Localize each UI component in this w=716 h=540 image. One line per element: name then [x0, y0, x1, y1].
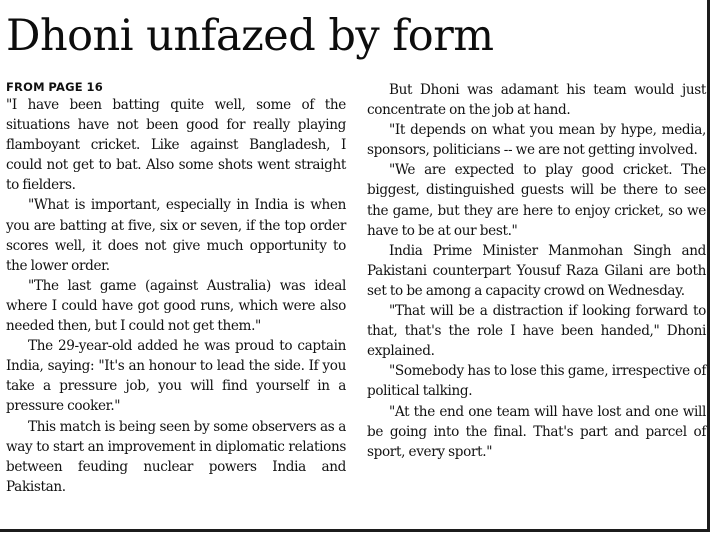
article-paragraph: The 29-year-old added he was proud to captain India, saying: "It's an honour to lead the side. If you take a pressure job, you will find yourself in a pressure cooker." — [6, 338, 346, 415]
article-paragraph: "The last game (against Australia) was ideal where I could have got good runs, which were also needed then, but I could not get them." — [6, 277, 346, 335]
article-paragraph: "What is important, especially in India is when you are batting at five, six or seven, if the top order scores well, it does not give much opportunity to the lower order. — [6, 197, 346, 274]
article-paragraph: "We are expected to play good cricket. The biggest, distinguished guests will be there to see the game, but they are here to enjoy cricket, so we have to be at our best." — [367, 162, 706, 239]
continuation-kicker: FROM PAGE 16 — [6, 80, 103, 94]
article-paragraph: "That will be a distraction if looking forward to that, that's the role I have been handed," Dhoni explained. — [367, 303, 706, 360]
article-paragraph: "It depends on what you mean by hype, media, sponsors, politicians -- we are not getting involved. — [367, 122, 706, 159]
headline: Dhoni unfazed by form — [6, 11, 494, 61]
article-paragraph: But Dhoni was adamant his team would just concentrate on the job at hand. — [367, 82, 706, 119]
article-column-right — [367, 80, 706, 462]
article-column-left — [6, 80, 346, 497]
article-paragraph: This match is being seen by some observers as a way to start an improvement in diplomatic relations between feuding nuclear powers India and Pakistan. — [6, 418, 346, 495]
article-paragraph: "At the end one team will have lost and one will be going into the final. That's part and parcel of sport, every sport." — [367, 403, 706, 460]
article-paragraph: India Prime Minister Manmohan Singh and Pakistani counterpart Yousuf Raza Gilani are both set to be among a capacity crowd on Wednesday. — [367, 242, 706, 299]
article-paragraph: "I have been batting quite well, some of the situations have not been good for really playing flamboyant cricket. Like against Bangladesh, I could not get to bat. Also some shots went straight to fielders. — [6, 97, 346, 194]
article-paragraph: "Somebody has to lose this game, irrespective of political talking. — [367, 363, 706, 400]
